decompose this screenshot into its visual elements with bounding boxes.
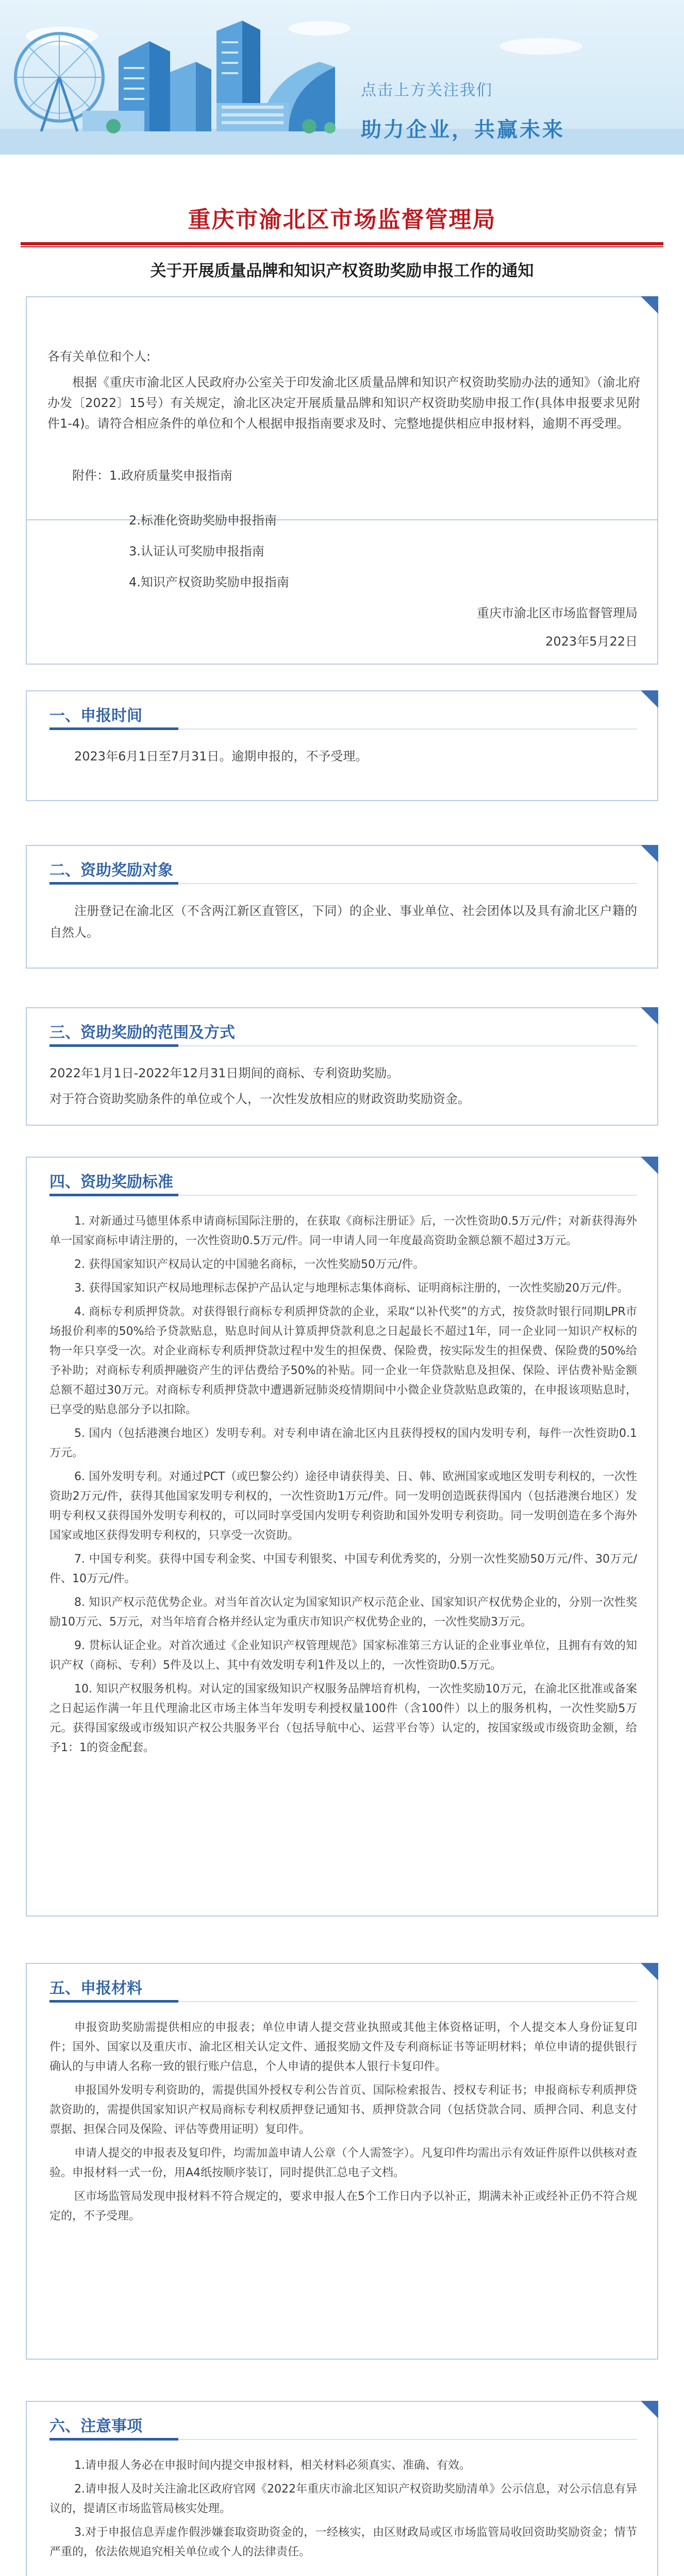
banner-illustration	[0, 0, 684, 155]
section-rule	[49, 883, 637, 884]
paragraph: 1.请申报人务必在申报时间内提交申报材料，相关材料必须真实、准确、有效。	[74, 2459, 471, 2472]
paragraph: 7. 中国专利奖。获得中国专利金奖、中国专利银奖、中国专利优秀奖的，分别一次性奖励50万元/件、30万元/件、10万元/件。	[49, 1553, 637, 1585]
paragraph: 3. 获得国家知识产权局地理标志保护产品认定与地理标志集体商标、证明商标注册的，一次性奖励20万元/件。	[74, 1282, 629, 1295]
notice-title: 关于开展质量品牌和知识产权资助奖励申报工作的通知	[150, 262, 534, 280]
corner-decoration	[641, 1963, 658, 1980]
section-standards	[26, 1157, 658, 1917]
section-body	[49, 2018, 637, 2230]
paragraph: 2. 获得国家知识产权局认定的中国驰名商标，一次性奖励50万元/件。	[74, 1258, 425, 1271]
paragraph: 对于符合资助奖励条件的单位或个人，一次性发放相应的财政资助奖励资金。	[49, 1092, 470, 1106]
attachment-item: 4.知识产权资助奖励申报指南	[129, 575, 289, 589]
banner	[0, 0, 684, 155]
section-target	[26, 845, 658, 969]
paragraph: 申报资助奖励需提供相应的申报表；单位申请人提交营业执照或其他主体资格证明，个人提交本人身份证复印件；国外、国家以及重庆市、渝北区相关认定文件、通报奖励文件及专利商标证书等证明材料；单位申请的提供银行确认的与申请人名称一致的银行账户信息，个人申请的提供本人银行卡复印件。	[49, 2021, 637, 2073]
intro-box	[26, 296, 658, 520]
paragraph: 4. 商标专利质押贷款。对获得银行商标专利质押贷款的企业，采取“以补代奖”的方式，按贷款时银行同期LPR市场报价利率的50%给予贷款贴息，贴息时间从计算质押贷款利息之日起最长不超过1年，同一企业同一知识产权标的物一年只享受一次。对企业商标专利质押贷款过程中发生的担保费、保险费，按实际发生的担保费、保险费的50%给予补助；对商标专利质押融资产生的评估费给予50%的补贴。同一企业一年贷款贴息及担保、保险、评估费补贴金额总额不超过30万元。对商标专利质押贷款中遭遇新冠肺炎疫情期间中小微企业贷款贴息政策的，在申报该项贴息时，已享受的贴息部分予以扣除。	[49, 1306, 637, 1416]
section-apply-time	[26, 690, 658, 801]
sign-date: 2023年5月22日	[545, 634, 638, 649]
section-body	[49, 900, 637, 947]
section-body	[49, 1062, 637, 1114]
intro-paragraph: 根据《重庆市渝北区人民政府办公室关于印发渝北区质量品牌和知识产权资助奖励办法的通知》（渝北府办发〔2022〕15号）有关规定，渝北区决定开展质量品牌和知识产权资助奖励申报工作(具体申报要求见附件1-4)。请符合相应条件的单位和个人根据申报指南要求及时、完整地提供相应申报材料，逾期不再受理。	[47, 375, 640, 431]
attachment-item: 3.认证认可奖励申报指南	[129, 544, 264, 558]
paragraph: 注册登记在渝北区（不含两江新区直管区，下同）的企业、事业单位、社会团体以及具有渝北区户籍的自然人。	[49, 904, 637, 940]
section-materials	[26, 1963, 658, 2360]
section-title: 四、资助奖励标准	[49, 1173, 173, 1191]
paragraph: 区市场监管局发现申报材料不符合规定的，要求申报人在5个工作日内予以补正，期满未补正或经补正仍不符合规定的，不予受理。	[49, 2190, 638, 2223]
paragraph: 2022年1月1日-2022年12月31日期间的商标、专利资助奖励。	[49, 1066, 399, 1080]
section-title: 五、申报材料	[49, 1979, 142, 1997]
intro-box-extension	[26, 518, 658, 665]
section-title: 一、申报时间	[49, 707, 142, 725]
section-rule	[49, 1195, 637, 1196]
title-divider	[21, 242, 663, 245]
paragraph: 5. 国内（包括港澳台地区）发明专利。对专利申请在渝北区内且获得授权的国内发明专利，每件一次性资助0.1万元。	[49, 1427, 637, 1460]
paragraph: 8. 知识产权示范优势企业。对当年首次认定为国家知识产权示范企业、国家知识产权优势企业的，分别一次性奖励10万元、5万元，对当年培育合格并经认定为重庆市知识产权优势企业的，一次性奖励3万元。	[49, 1596, 637, 1629]
paragraph: 9. 贯标认证企业。对首次通过《企业知识产权管理规范》国家标准第三方认证的企业事业单位，且拥有有效的知识产权（商标、专利）5件及以上、其中有效发明专利1件及以上的，一次性资助0.5万元。	[49, 1639, 637, 1672]
corner-decoration	[641, 2401, 658, 2418]
corner-decoration	[641, 296, 658, 314]
corner-decoration	[641, 690, 658, 708]
banner-follow-text: 点击上方关注我们	[361, 81, 493, 99]
paragraph: 2.请申报人及时关注渝北区政府官网《2022年重庆市渝北区知识产权资助奖励清单》公示信息，对公示信息有异议的，提请区市场监管局核实处理。	[49, 2483, 637, 2515]
section-rule	[49, 728, 637, 730]
paragraph: 10. 知识产权服务机构。对认定的国家级知识产权服务品牌培育机构，一次性奖励10万元，在渝北区批准或备案之日起运作满一年且代理渝北区市场主体当年发明专利授权量100件（含100件）以上的服务机构，一次性奖励5万元。获得国家级或市级知识产权公共服务平台（包括导航中心、运营平台等）认定的，按国家级或市级资助金额，给予1：1的资金配套。	[49, 1683, 637, 1754]
org-title: 重庆市渝北区市场监督管理局	[188, 207, 496, 233]
section-rule	[49, 2001, 637, 2002]
section-title: 三、资助奖励的范围及方式	[49, 1024, 235, 1042]
corner-decoration	[641, 845, 658, 862]
sign-org: 重庆市渝北区市场监督管理局	[477, 606, 638, 620]
paragraph: 1. 对新通过马德里体系申请商标国际注册的，在获取《商标注册证》后，一次性资助0.5万元/件；对新获得海外单一国家商标申请注册的，一次性资助0.5万元/件。同一申请人同一年度最高资助金额总额不超过3万元。	[49, 1215, 637, 1247]
paragraph: 申报国外发明专利资助的，需提供国外授权专利公告首页、国际检索报告、授权专利证书；申报商标专利质押贷款资助的，需提供国家知识产权局商标专利权质押登记通知书、质押贷款合同（包括贷款合同、质押合同、利息支付票据、担保合同及保险、评估等费用证明）复印件。	[49, 2084, 637, 2136]
section-title: 二、资助奖励对象	[49, 861, 173, 879]
paragraph: 6. 国外发明专利。对通过PCT（或巴黎公约）途径申请获得美、日、韩、欧洲国家或地区发明专利权的，一次性资助2万元/件，获得其他国家发明专利权的，一次性资助1万元/件。同一发明创造既获得国内（包括港澳台地区）发明专利权又获得国外发明专利权的，可以同时享受国内发明专利资助和国外发明专利资助。同一发明创造在多个海外国家或地区获得发明专利权的，只享受一次资助。	[49, 1470, 637, 1542]
section-title: 六、注意事项	[49, 2417, 142, 2435]
section-scope	[26, 1007, 658, 1126]
attachments-label: 附件：	[72, 468, 109, 483]
section-rule	[49, 1045, 637, 1046]
paragraph: 2023年6月1日至7月31日。逾期申报的，不予受理。	[74, 749, 368, 764]
attachment-item: 1.政府质量奖申报指南	[109, 468, 232, 483]
section-notes	[26, 2401, 658, 2576]
paragraph: 申请人提交的申报表及复印件，均需加盖申请人公章（个人需签字）。凡复印件均需出示有效证件原件以供核对查验。申报材料一式一份，用A4纸按顺序装订，同时提供汇总电子文档。	[49, 2147, 637, 2179]
greeting: 各有关单位和个人:	[47, 349, 151, 364]
banner-slogan: 助力企业，共赢未来	[361, 118, 565, 142]
corner-decoration	[641, 1157, 658, 1174]
corner-decoration	[641, 1007, 658, 1025]
attachment-item: 2.标准化资助奖励申报指南	[129, 513, 277, 528]
paragraph: 3.对于申报信息弄虚作假涉嫌套取资助资金的，一经核实，由区财政局或区市场监管局收回资助奖励资金；情节严重的，依法依规追究相关单位或个人的法律责任。	[49, 2526, 637, 2558]
section-body	[49, 745, 637, 771]
section-rule	[49, 2439, 637, 2440]
section-body	[49, 1212, 637, 1762]
section-body	[49, 2456, 637, 2566]
